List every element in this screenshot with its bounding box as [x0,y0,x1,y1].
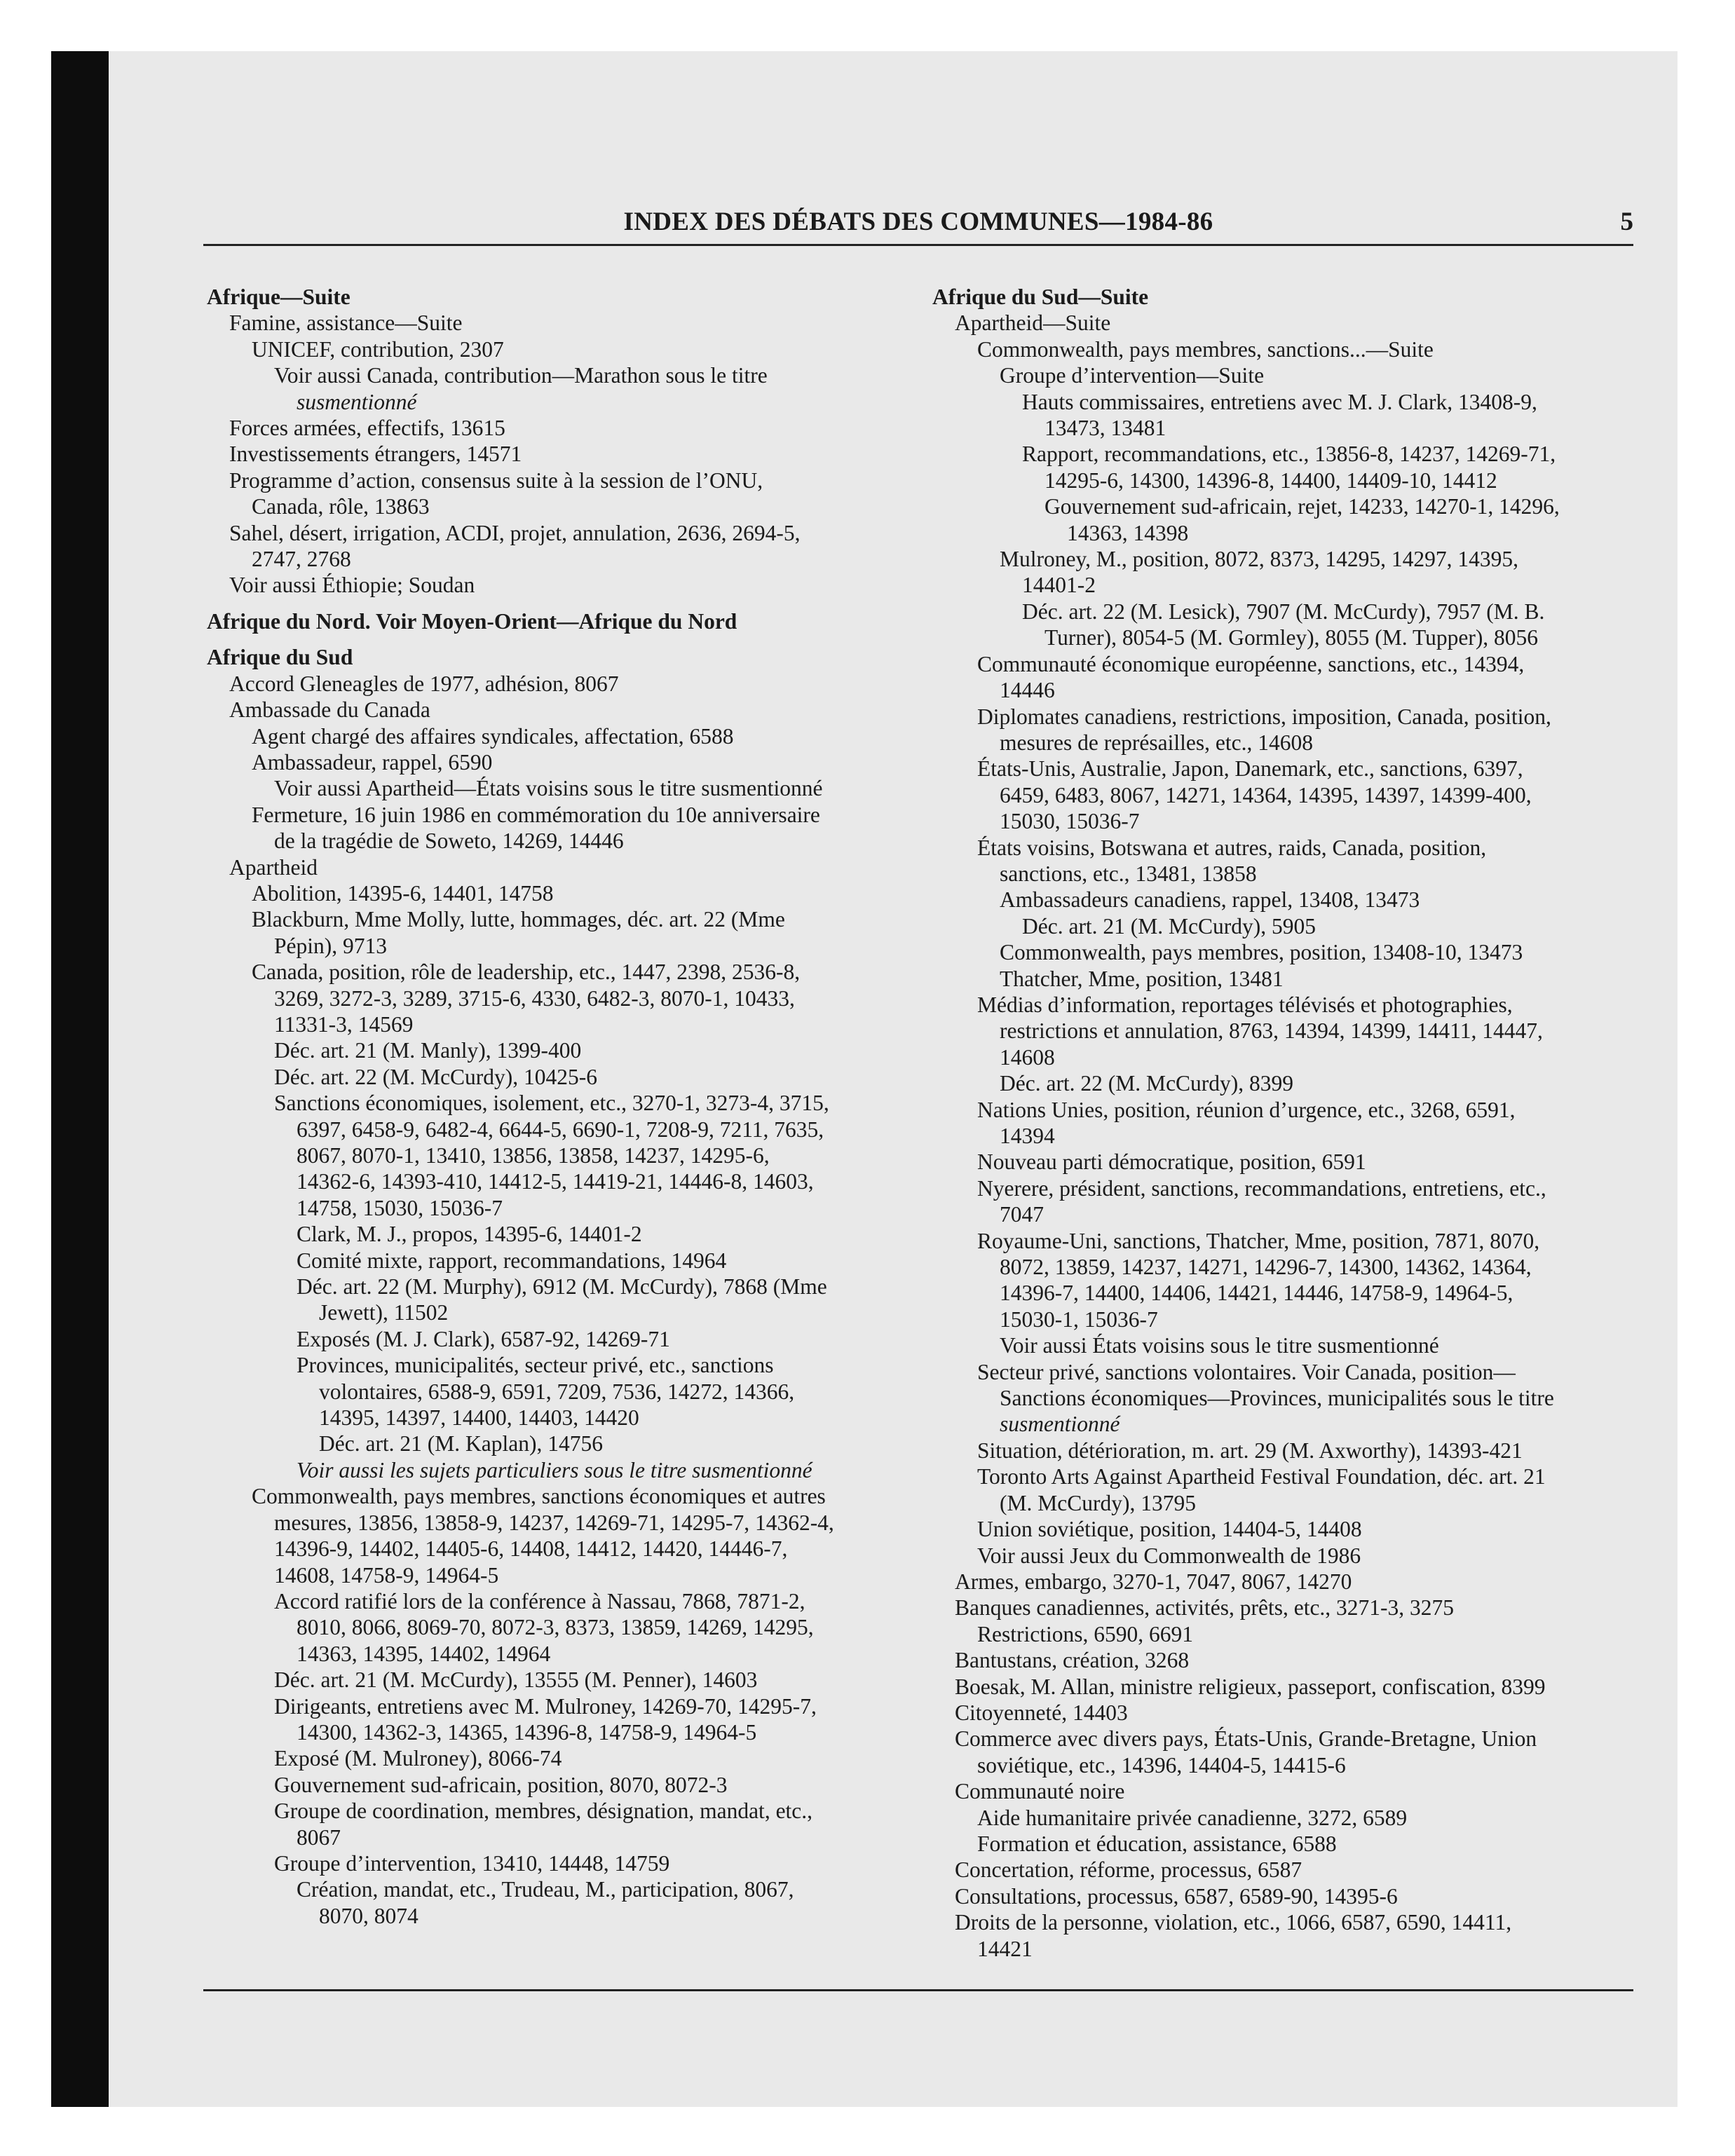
index-entry: Boesak, M. Allan, ministre religieux, passeport, confiscation, 8399 [955,1674,1546,1699]
index-entry: Déc. art. 22 (M. McCurdy), 10425-6 [274,1064,598,1089]
index-entry: Union soviétique, position, 14404-5, 14408 [977,1517,1362,1542]
index-entry: Nyerere, président, sanctions, recommandations, entretiens, etc., [977,1175,1546,1201]
index-entry: Clark, M. J., propos, 14395-6, 14401-2 [297,1222,642,1247]
index-entry: Apartheid [229,854,318,880]
index-entry: Voir aussi Jeux du Commonwealth de 1986 [977,1543,1361,1568]
index-entry: Sanctions économiques, isolement, etc., 3270-1, 3273-4, 3715, [274,1091,829,1116]
index-entry: 6397, 6458-9, 6482-4, 6644-5, 6690-1, 7208-9, 7211, 7635, [297,1117,824,1142]
index-heading: Afrique du Nord. Voir Moyen-Orient—Afrique du Nord [207,608,737,634]
index-entry: Comité mixte, rapport, recommandations, 14964 [297,1248,727,1273]
index-entry: Exposés (M. J. Clark), 6587-92, 14269-71 [297,1326,670,1351]
index-entry: Toronto Arts Against Apartheid Festival Foundation, déc. art. 21 [977,1464,1546,1489]
page-header [203,207,1633,242]
index-entry: Déc. art. 22 (M. McCurdy), 8399 [1000,1071,1294,1096]
index-entry: Jewett), 11502 [319,1300,449,1325]
index-entry: Déc. art. 21 (M. McCurdy), 5905 [1022,913,1316,939]
index-entry: Voir aussi Éthiopie; Soudan [229,573,475,598]
index-entry: 14608, 14758-9, 14964-5 [274,1562,499,1588]
index-entry: restrictions et annulation, 8763, 14394, 14399, 14411, 14447, [1000,1018,1543,1044]
index-entry: Fermeture, 16 juin 1986 en commémoration du 10e anniversaire [252,802,820,827]
index-entry: 7047 [1000,1202,1044,1227]
index-entry: Consultations, processus, 6587, 6589-90, 14395-6 [955,1883,1398,1909]
index-entry: Investissements étrangers, 14571 [229,442,522,467]
index-column-left [207,284,880,1929]
index-entry: Hauts commissaires, entretiens avec M. J. Clark, 13408-9, [1022,389,1537,414]
index-entry: 15030, 15036-7 [1000,809,1140,834]
index-entry: Commonwealth, pays membres, sanctions...—Suite [977,336,1434,362]
scan-binding-shadow [51,51,109,2107]
index-entry: Concertation, réforme, processus, 6587 [955,1857,1302,1883]
index-entry: Sanctions économiques—Provinces, municipalités sous le titre [1000,1386,1554,1411]
index-entry: Gouvernement sud-africain, rejet, 14233, 14270-1, 14296, [1045,494,1560,519]
index-entry: 14396-9, 14402, 14405-6, 14408, 14412, 14420, 14446-7, [274,1536,788,1562]
index-entry: Déc. art. 21 (M. McCurdy), 13555 (M. Penner), 14603 [274,1667,758,1693]
index-entry: Royaume-Uni, sanctions, Thatcher, Mme, position, 7871, 8070, [977,1228,1540,1253]
index-entry: Canada, rôle, 13863 [252,494,430,519]
index-entry: Pépin), 9713 [274,933,387,958]
index-entry: Blackburn, Mme Molly, lutte, hommages, déc. art. 22 (Mme [252,907,785,932]
index-entry: Déc. art. 21 (M. Kaplan), 14756 [319,1431,604,1456]
index-entry: 14446 [1000,678,1055,703]
index-entry: 14363, 14395, 14402, 14964 [297,1641,551,1666]
index-entry: Groupe de coordination, membres, désignation, mandat, etc., [274,1799,813,1824]
index-entry: Programme d’action, consensus suite à la session de l’ONU, [229,468,763,493]
index-entry: Accord ratifié lors de la conférence à Nassau, 7868, 7871-2, [274,1588,805,1613]
index-entry: Mulroney, M., position, 8072, 8373, 14295, 14297, 14395, [1000,547,1518,572]
index-entry: Voir aussi Apartheid—États voisins sous le titre susmentionné [274,776,823,801]
index-entry: Voir aussi Canada, contribution—Marathon sous le titre [274,363,768,388]
index-column-right [932,284,1633,1962]
index-entry: Déc. art. 21 (M. Manly), 1399-400 [274,1038,582,1063]
index-entry: Commerce avec divers pays, États-Unis, Grande-Bretagne, Union [955,1726,1537,1752]
index-entry: Aide humanitaire privée canadienne, 3272, 6589 [977,1805,1408,1830]
index-entry: 14363, 14398 [1067,520,1189,545]
index-entry: Exposé (M. Mulroney), 8066-74 [274,1746,562,1771]
index-entry: Nouveau parti démocratique, position, 6591 [977,1149,1366,1175]
index-entry: Commonwealth, pays membres, position, 13408-10, 13473 [1000,940,1523,965]
index-entry: Déc. art. 22 (M. Murphy), 6912 (M. McCurdy), 7868 (Mme [297,1274,827,1299]
index-entry: Banques canadiennes, activités, prêts, etc., 3271-3, 3275 [955,1595,1455,1621]
index-entry: mesures, 13856, 13858-9, 14237, 14269-71, 14295-7, 14362-4, [274,1510,834,1535]
index-entry: Ambassadeurs canadiens, rappel, 13408, 13473 [1000,887,1420,913]
index-entry: 2747, 2768 [252,547,351,572]
index-entry: Communauté économique européenne, sanctions, etc., 14394, [977,651,1525,676]
index-entry: 11331-3, 14569 [274,1011,414,1037]
index-entry: Diplomates canadiens, restrictions, imposition, Canada, position, [977,704,1551,729]
index-entry: 6459, 6483, 8067, 14271, 14364, 14395, 14397, 14399-400, [1000,782,1532,807]
index-entry: 14608 [1000,1044,1055,1070]
index-entry: Voir aussi États voisins sous le titre susmentionné [1000,1333,1439,1358]
index-entry: Rapport, recommandations, etc., 13856-8, 14237, 14269-71, [1022,442,1556,467]
index-entry: Accord Gleneagles de 1977, adhésion, 8067 [229,671,619,696]
index-entry: Thatcher, Mme, position, 13481 [1000,966,1284,991]
index-entry: Droits de la personne, violation, etc., 1066, 6587, 6590, 14411, [955,1910,1512,1935]
index-entry: Turner), 8054-5 (M. Gormley), 8055 (M. Tupper), 8056 [1045,625,1539,650]
index-entry: États-Unis, Australie, Japon, Danemark, etc., sanctions, 6397, [977,756,1523,782]
index-entry: Situation, détérioration, m. art. 29 (M. Axworthy), 14393-421 [977,1438,1523,1463]
index-entry: Provinces, municipalités, secteur privé, etc., sanctions [297,1353,774,1378]
index-entry: Armes, embargo, 3270-1, 7047, 8067, 14270 [955,1569,1352,1594]
index-entry: Groupe d’intervention—Suite [1000,363,1265,388]
index-entry: Gouvernement sud-africain, position, 8070, 8072-3 [274,1772,728,1797]
index-entry: Dirigeants, entretiens avec M. Mulroney, 14269-70, 14295-7, [274,1693,817,1719]
index-entry: Restrictions, 6590, 6691 [977,1621,1193,1646]
index-entry: 8010, 8066, 8069-70, 8072-3, 8373, 13859, 14269, 14295, [297,1615,814,1640]
index-entry: susmentionné [297,389,417,414]
index-heading: Afrique—Suite [207,285,351,309]
index-heading: Afrique du Sud—Suite [932,285,1149,309]
index-entry: Formation et éducation, assistance, 6588 [977,1831,1337,1856]
index-entry: Abolition, 14395-6, 14401, 14758 [252,880,554,906]
index-entry: volontaires, 6588-9, 6591, 7209, 7536, 14272, 14366, [319,1379,795,1404]
index-entry: 8067 [297,1824,341,1850]
index-entry: Agent chargé des affaires syndicales, affectation, 6588 [252,723,734,749]
index-entry: 15030-1, 15036-7 [1000,1306,1158,1332]
footer-rule [203,1989,1633,1991]
index-heading: Afrique du Sud [207,645,353,670]
index-entry: Déc. art. 22 (M. Lesick), 7907 (M. McCurdy), 7957 (M. B. [1022,599,1545,624]
index-entry: 14396-7, 14400, 14406, 14421, 14446, 14758-9, 14964-5, [1000,1281,1513,1306]
index-entry: Famine, assistance—Suite [229,311,463,336]
index-entry: 14421 [977,1936,1033,1961]
index-entry: Canada, position, rôle de leadership, etc., 1447, 2398, 2536-8, [252,960,801,985]
index-entry: Ambassade du Canada [229,697,430,723]
index-entry: de la tragédie de Soweto, 14269, 14446 [274,828,624,854]
index-entry: Commonwealth, pays membres, sanctions économiques et autres [252,1484,826,1509]
index-entry: Citoyenneté, 14403 [955,1700,1128,1725]
index-entry: Communauté noire [955,1779,1125,1804]
index-entry: États voisins, Botswana et autres, raids, Canada, position, [977,835,1487,860]
index-entry: 8072, 13859, 14237, 14271, 14296-7, 14300, 14362, 14364, [1000,1255,1532,1280]
index-entry: Groupe d’intervention, 13410, 14448, 14759 [274,1850,670,1876]
index-entry: Nations Unies, position, réunion d’urgence, etc., 3268, 6591, [977,1097,1516,1122]
index-entry: Sahel, désert, irrigation, ACDI, projet, annulation, 2636, 2694-5, [229,520,801,545]
index-entry: 14300, 14362-3, 14365, 14396-8, 14758-9, 14964-5 [297,1719,757,1745]
index-entry: Création, mandat, etc., Trudeau, M., participation, 8067, [297,1877,794,1902]
index-entry: soviétique, etc., 14396, 14404-5, 14415-6 [977,1752,1346,1778]
index-entry: 14362-6, 14393-410, 14412-5, 14419-21, 14446-8, 14603, [297,1169,814,1194]
index-entry: 8067, 8070-1, 13410, 13856, 13858, 14237, 14295-6, [297,1143,770,1168]
page-title: INDEX DES DÉBATS DES COMMUNES—1984-86 [623,207,1213,236]
index-entry: 8070, 8074 [319,1903,419,1928]
index-entry: 13473, 13481 [1045,416,1166,441]
index-entry: Voir aussi les sujets particuliers sous le titre susmentionné [297,1457,812,1482]
index-entry: Bantustans, création, 3268 [955,1648,1190,1673]
header-rule [203,244,1633,246]
index-entry: 14395, 14397, 14400, 14403, 14420 [319,1405,639,1431]
index-entry: 14758, 15030, 15036-7 [297,1195,503,1220]
index-entry: sanctions, etc., 13481, 13858 [1000,861,1257,886]
index-entry: 14394 [1000,1124,1055,1148]
index-entry: Secteur privé, sanctions volontaires. Voir Canada, position— [977,1359,1516,1384]
index-entry: mesures de représailles, etc., 14608 [1000,730,1313,755]
page-number: 5 [1620,207,1633,236]
index-entry: Ambassadeur, rappel, 6590 [252,749,493,775]
index-entry: susmentionné [1000,1412,1120,1437]
index-entry: Médias d’information, reportages télévisés et photographies, [977,992,1513,1017]
index-entry: Forces armées, effectifs, 13615 [229,416,505,441]
index-entry: (M. McCurdy), 13795 [1000,1490,1196,1515]
index-entry: 14295-6, 14300, 14396-8, 14400, 14409-10, 14412 [1045,468,1497,493]
index-entry: 14401-2 [1022,573,1096,598]
index-entry: 3269, 3272-3, 3289, 3715-6, 4330, 6482-3, 8070-1, 10433, [274,985,795,1011]
index-entry: UNICEF, contribution, 2307 [252,336,504,362]
index-entry: Apartheid—Suite [955,311,1111,336]
